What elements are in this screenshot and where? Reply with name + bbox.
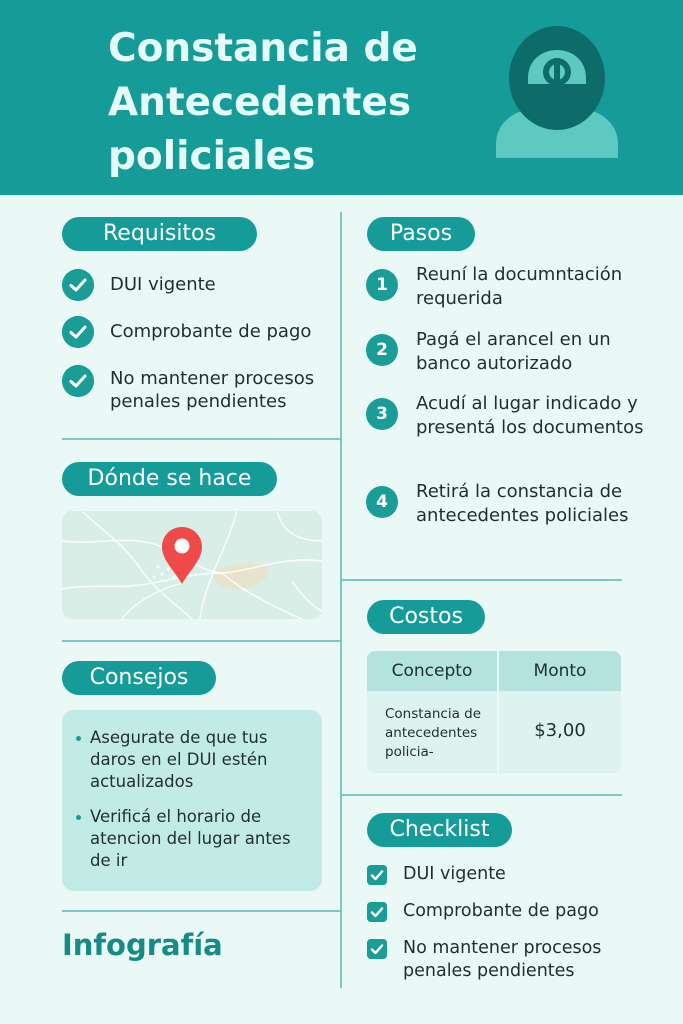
check-circle-icon xyxy=(62,269,94,301)
bullet-icon xyxy=(76,736,81,741)
paso-label: Pagá el arancel en un banco autorizado xyxy=(416,329,611,374)
location-map[interactable] xyxy=(62,511,322,619)
paso-label: Retirá la constancia de antecedentes policiales xyxy=(416,481,629,526)
step-number: 1 xyxy=(366,269,398,301)
section-divider xyxy=(342,579,622,581)
checkbox-checked-icon[interactable] xyxy=(367,902,387,922)
brand-label: Infografía xyxy=(62,928,223,962)
consejo-label: Verificá el horario de atencion del lugar antes de ir xyxy=(90,807,291,870)
column-divider xyxy=(340,212,342,988)
requisito-label: DUI vigente xyxy=(110,274,216,295)
consejos-heading: Consejos xyxy=(62,661,216,695)
location-pin-icon xyxy=(160,526,204,586)
table-cell-concepto: Constancia de antecedentes policia- xyxy=(385,706,482,760)
check-circle-icon xyxy=(62,365,94,397)
step-number: 4 xyxy=(366,486,398,518)
page-title: Constancia de Antecedentes policiales xyxy=(108,26,418,179)
column-header-concepto: Concepto xyxy=(391,661,473,681)
table-cell-monto: $3,00 xyxy=(534,720,586,741)
column-header-monto: Monto xyxy=(533,661,587,681)
section-divider xyxy=(62,640,340,642)
costos-heading: Costos xyxy=(367,600,485,634)
consejo-label: Asegurate de que tus daros en el DUI estén actualizados xyxy=(90,728,268,791)
consejo-item xyxy=(90,727,308,793)
section-divider xyxy=(342,794,622,796)
check-circle-icon xyxy=(62,316,94,348)
requisito-label: No mantener procesos penales pendientes xyxy=(110,368,315,412)
consejos-box xyxy=(62,710,322,891)
pasos-heading: Pasos xyxy=(367,217,475,251)
checkbox-checked-icon[interactable] xyxy=(367,939,387,959)
costos-table xyxy=(367,651,621,773)
requisito-label: Comprobante de pago xyxy=(110,321,312,342)
section-divider xyxy=(62,438,340,440)
paso-label: Reuní la documntación requerida xyxy=(416,264,623,309)
person-avatar-icon xyxy=(494,22,620,158)
step-number: 3 xyxy=(366,398,398,430)
checkbox-checked-icon[interactable] xyxy=(367,865,387,885)
requisitos-heading: Requisitos xyxy=(62,217,257,251)
header-banner xyxy=(0,0,683,195)
donde-heading: Dónde se hace xyxy=(62,462,277,496)
checklist-heading: Checklist xyxy=(367,813,512,847)
step-number: 2 xyxy=(366,334,398,366)
paso-label: Acudí al lugar indicado y presentá los documentos xyxy=(416,393,644,438)
checklist-label: No mantener procesos penales pendientes xyxy=(403,938,602,981)
section-divider xyxy=(62,910,340,912)
bullet-icon xyxy=(76,815,81,820)
consejo-item xyxy=(90,806,308,872)
checklist-label: DUI vigente xyxy=(403,864,506,884)
checklist-label: Comprobante de pago xyxy=(403,901,599,921)
